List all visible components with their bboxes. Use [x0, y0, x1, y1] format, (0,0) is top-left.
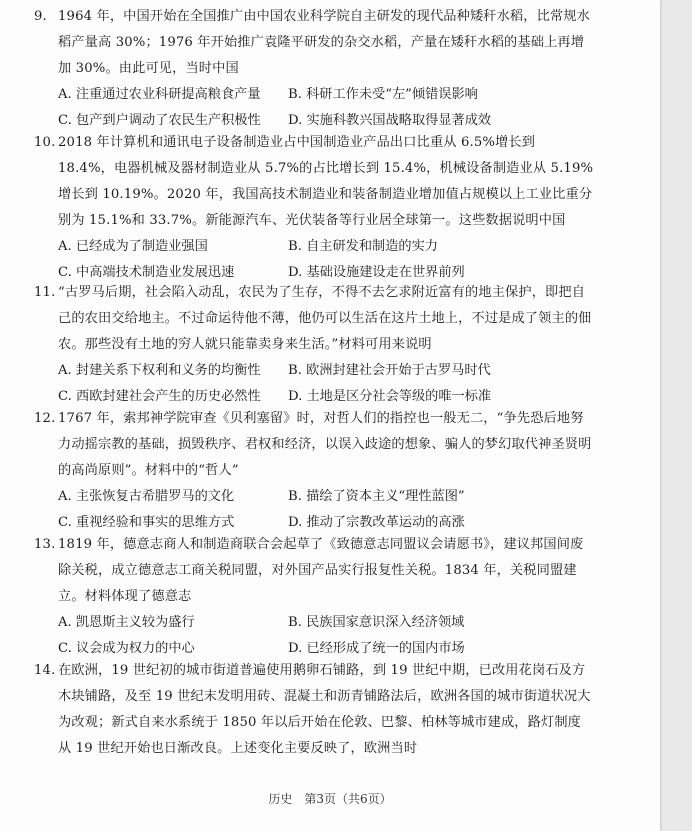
question-number: 14. [34, 663, 56, 678]
page-footer: 历史 第3页（共6页） [268, 792, 392, 806]
question-12 [34, 406, 594, 536]
option-d: D. 土地是区分社会等级的唯一标准 [288, 389, 492, 404]
question-stem [34, 532, 594, 610]
question-text: 在欧洲，19 世纪初的城市街道普遍使用鹅卵石铺路，到 19 世纪中期，已改用花岗石及方木块铺路，及至 19 世纪末发明用砖、混凝土和沥青铺路法后，欧洲各国的城市街道状况大为改观；新式自来水系统于 1850 年以后开始在伦敦、巴黎、柏林等城市建成，路灯制度从 19 世纪开始也日渐改良。上述变化主要反映了，欧洲当时 [58, 663, 591, 756]
options [58, 358, 594, 410]
question-13 [34, 532, 594, 662]
question-text: 1767 年，索邦神学院审查《贝利塞留》时，对哲人们的指控也一般无二，“争先恐后地努力动摇宗教的基础，损毁秩序、君权和经济，以误入歧途的想象、骗人的梦幻取代神圣贤明的高尚原则”。材料中的“哲人” [58, 411, 592, 478]
option-c: C. 包产到户调动了农民生产积极性 [58, 113, 261, 128]
option-d: D. 已经形成了统一的国内市场 [288, 641, 465, 656]
question-stem [34, 130, 594, 234]
option-c: C. 议会成为权力的中心 [58, 641, 195, 656]
question-number: 9. [34, 9, 47, 24]
question-text: “古罗马后期，社会陷入动乱，农民为了生存，不得不去乞求附近富有的地主保护，即把自己的农田交给地主。不过命运待他不薄，他仍可以生活在这片土地上，不过是成了领主的佃农。那些没有土地的穷人就只能靠卖身来生活。”材料可用来说明 [58, 285, 592, 352]
options [58, 610, 594, 662]
option-b: B. 自主研发和制造的实力 [288, 239, 438, 254]
question-stem [34, 406, 594, 484]
option-b: B. 民族国家意识深入经济领域 [288, 615, 465, 630]
option-c: C. 中高端技术制造业发展迅速 [58, 265, 235, 280]
question-stem [34, 4, 594, 82]
option-a: A. 封建关系下权利和义务的均衡性 [58, 363, 261, 378]
options [58, 234, 594, 286]
question-number: 12. [34, 411, 56, 426]
option-a: A. 凯恩斯主义较为盛行 [58, 615, 195, 630]
options [58, 82, 594, 134]
question-11 [34, 280, 594, 410]
question-text: 2018 年计算机和通讯电子设备制造业占中国制造业产品出口比重从 6.5%增长到 18.4%，电器机械及器材制造业从 5.7%的占比增长到 15.4%，机械设备制造业从 5.19%增长到 10.19%。2020 年，我国高技术制造业和装备制造业增加值占规模以上工业比重分别为 15.1%和 33.7%。新能源汽车、光伏装备等行业居全球第一。这些数据说明中国 [58, 135, 594, 228]
question-9 [34, 4, 594, 134]
option-b: B. 科研工作未受“左”倾错误影响 [288, 87, 478, 102]
question-14 [34, 658, 594, 762]
question-stem [34, 658, 594, 762]
option-c: C. 重视经验和事实的思维方式 [58, 515, 235, 530]
option-d: D. 实施科教兴国战略取得显著成效 [288, 113, 492, 128]
option-b: B. 描绘了资本主义“理性蓝图” [288, 489, 465, 504]
option-c: C. 西欧封建社会产生的历史必然性 [58, 389, 261, 404]
option-a: A. 已经成为了制造业强国 [58, 239, 208, 254]
question-number: 10. [34, 135, 56, 150]
options [58, 484, 594, 536]
question-text: 1819 年，德意志商人和制造商联合会起草了《致德意志同盟议会请愿书》，建议邦国间废除关税，成立德意志工商关税同盟，对外国产品实行报复性关税。1834 年，关税同盟建立。材料体现了德意志 [58, 537, 584, 604]
question-stem [34, 280, 594, 358]
question-10 [34, 130, 594, 286]
option-b: B. 欧洲封建社会开始于古罗马时代 [288, 363, 491, 378]
option-a: A. 注重通过农业科研提高粮食产量 [58, 87, 261, 102]
question-number: 13. [34, 537, 56, 552]
option-d: D. 基础设施建设走在世界前列 [288, 265, 465, 280]
question-number: 11. [34, 285, 56, 300]
option-a: A. 主张恢复古希腊罗马的文化 [58, 489, 235, 504]
option-d: D. 推动了宗教改革运动的高涨 [288, 515, 465, 530]
question-text: 1964 年，中国开始在全国推广由中国农业科学院自主研发的现代品种矮秆水稻，比常规水稻产量高 30%；1976 年开始推广袁隆平研发的杂交水稻，产量在矮秆水稻的基础上再增加 30%。由此可见，当时中国 [58, 9, 590, 76]
